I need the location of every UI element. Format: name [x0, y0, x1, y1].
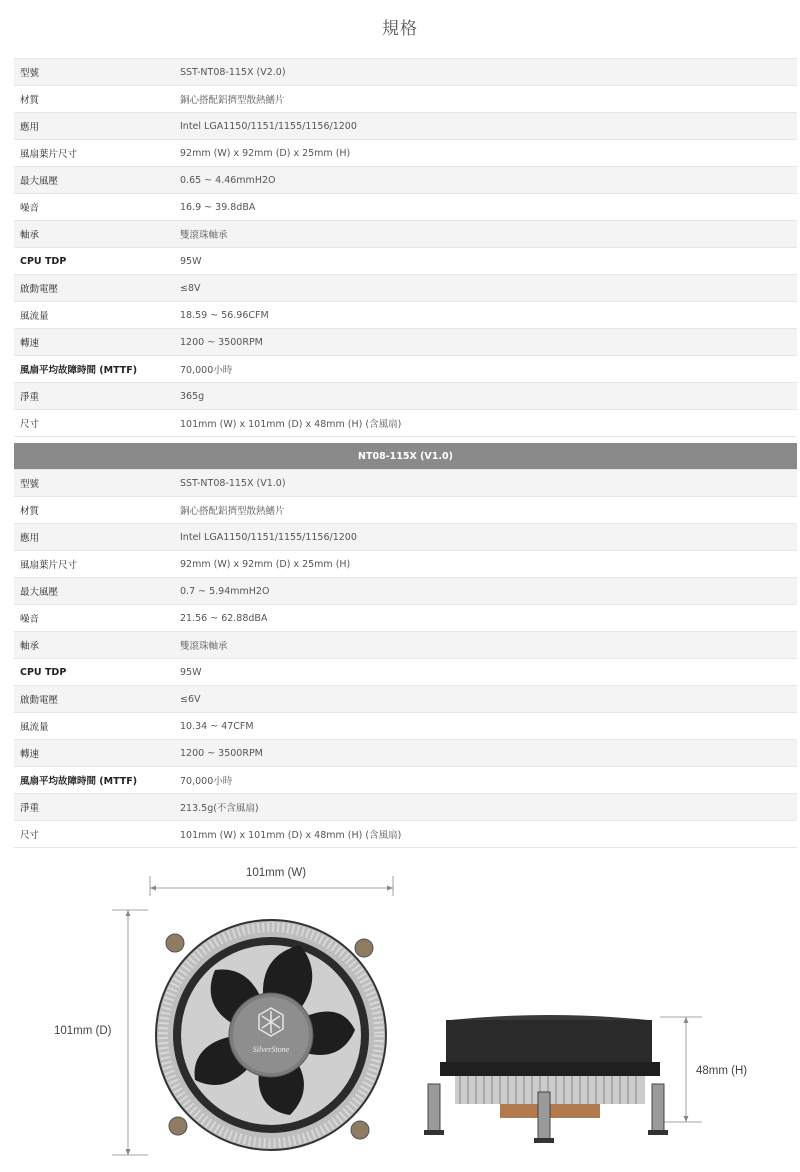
- spec-value: 365g: [180, 383, 797, 410]
- table-row: [14, 410, 797, 437]
- spec-value: 16.9 ~ 39.8dBA: [180, 194, 797, 221]
- spec-value: 0.7 ~ 5.94mmH2O: [180, 578, 797, 605]
- table-row: [14, 194, 797, 221]
- table-row: [14, 275, 797, 302]
- spec-label: 風流量: [14, 713, 180, 740]
- spec-value: 213.5g(不含風扇): [180, 794, 797, 821]
- table-row: [14, 794, 797, 821]
- table-row: [14, 470, 797, 497]
- table-row: [14, 551, 797, 578]
- spec-value: ≤6V: [180, 686, 797, 713]
- spec-value: 銅心搭配鋁擠型散熱鰭片: [180, 497, 797, 524]
- spec-label: 啟動電壓: [14, 275, 180, 302]
- cooler-top-view: [156, 920, 386, 1150]
- spec-label: CPU TDP: [14, 248, 180, 275]
- spec-value: 70,000小時: [180, 767, 797, 794]
- table-row: [14, 659, 797, 686]
- table-heading: NT08-115X (V1.0): [14, 443, 797, 470]
- spec-label: 應用: [14, 524, 180, 551]
- spec-value: Intel LGA1150/1151/1155/1156/1200: [180, 524, 797, 551]
- mounting-pin: [166, 934, 184, 952]
- spec-label: 材質: [14, 497, 180, 524]
- spec-label: 轉速: [14, 329, 180, 356]
- spec-label: 風扇葉片尺寸: [14, 551, 180, 578]
- spec-value: 1200 ~ 3500RPM: [180, 740, 797, 767]
- spec-label: 尺寸: [14, 821, 180, 848]
- cooler-dimension-figure: [0, 860, 800, 1172]
- spec-label: 應用: [14, 113, 180, 140]
- spec-label: 型號: [14, 59, 180, 86]
- spec-label: 風流量: [14, 302, 180, 329]
- spec-value: 銅心搭配鋁擠型散熱鰭片: [180, 86, 797, 113]
- spec-label: 啟動電壓: [14, 686, 180, 713]
- spec-label: 尺寸: [14, 410, 180, 437]
- height-dimension-label: 48mm (H): [696, 1065, 748, 1077]
- cooler-side-view: [424, 1015, 668, 1143]
- table-row: [14, 686, 797, 713]
- mounting-pin: [169, 1117, 187, 1135]
- spec-value: 101mm (W) x 101mm (D) x 48mm (H) (含風扇): [180, 410, 797, 437]
- table-row: [14, 713, 797, 740]
- spec-value: 92mm (W) x 92mm (D) x 25mm (H): [180, 140, 797, 167]
- spec-value: 雙滾珠軸承: [180, 221, 797, 248]
- spec-value: SST-NT08-115X (V1.0): [180, 470, 797, 497]
- table-row: [14, 329, 797, 356]
- table-row: [14, 59, 797, 86]
- width-dimension-label: 101mm (W): [246, 867, 307, 879]
- brand-logo: SilverStone: [252, 1045, 290, 1054]
- table-row: [14, 524, 797, 551]
- mounting-pin: [351, 1121, 369, 1139]
- spec-value: 0.65 ~ 4.46mmH2O: [180, 167, 797, 194]
- spec-value: 70,000小時: [180, 356, 797, 383]
- spec-label: 噪音: [14, 605, 180, 632]
- table-row: [14, 167, 797, 194]
- spec-table-v1: [14, 443, 797, 848]
- spec-value: Intel LGA1150/1151/1155/1156/1200: [180, 113, 797, 140]
- spec-value: 18.59 ~ 56.96CFM: [180, 302, 797, 329]
- table-row: [14, 221, 797, 248]
- table-row: [14, 497, 797, 524]
- spec-label: 型號: [14, 470, 180, 497]
- table-row: [14, 248, 797, 275]
- spec-label: 最大風壓: [14, 167, 180, 194]
- spec-label: 軸承: [14, 632, 180, 659]
- table-row: [14, 383, 797, 410]
- table-heading-row: [14, 443, 797, 470]
- spec-value: 101mm (W) x 101mm (D) x 48mm (H) (含風扇): [180, 821, 797, 848]
- spec-label: 風扇葉片尺寸: [14, 140, 180, 167]
- mounting-pin: [355, 939, 373, 957]
- spec-table-v2: [14, 58, 797, 437]
- table-row: [14, 767, 797, 794]
- table-row: [14, 605, 797, 632]
- table-row: [14, 302, 797, 329]
- table-row: [14, 140, 797, 167]
- spec-label: 轉速: [14, 740, 180, 767]
- spec-value: 10.34 ~ 47CFM: [180, 713, 797, 740]
- spec-label: 最大風壓: [14, 578, 180, 605]
- spec-label: 淨重: [14, 383, 180, 410]
- table-row: [14, 113, 797, 140]
- spec-value: 雙滾珠軸承: [180, 632, 797, 659]
- table-row: [14, 740, 797, 767]
- spec-label: 風扇平均故障時間 (MTTF): [14, 356, 180, 383]
- depth-dimension-label: 101mm (D): [54, 1025, 112, 1037]
- spec-value: ≤8V: [180, 275, 797, 302]
- spec-value: 95W: [180, 248, 797, 275]
- table-row: [14, 86, 797, 113]
- spec-label: 風扇平均故障時間 (MTTF): [14, 767, 180, 794]
- spec-value: 95W: [180, 659, 797, 686]
- spec-value: 1200 ~ 3500RPM: [180, 329, 797, 356]
- spec-label: 噪音: [14, 194, 180, 221]
- spec-label: 材質: [14, 86, 180, 113]
- table-row: [14, 821, 797, 848]
- table-row: [14, 632, 797, 659]
- page-title: 規格: [382, 19, 418, 39]
- spec-label: 軸承: [14, 221, 180, 248]
- spec-value: SST-NT08-115X (V2.0): [180, 59, 797, 86]
- spec-label: 淨重: [14, 794, 180, 821]
- table-row: [14, 356, 797, 383]
- spec-value: 92mm (W) x 92mm (D) x 25mm (H): [180, 551, 797, 578]
- spec-label: CPU TDP: [14, 659, 180, 686]
- spec-value: 21.56 ~ 62.88dBA: [180, 605, 797, 632]
- table-row: [14, 578, 797, 605]
